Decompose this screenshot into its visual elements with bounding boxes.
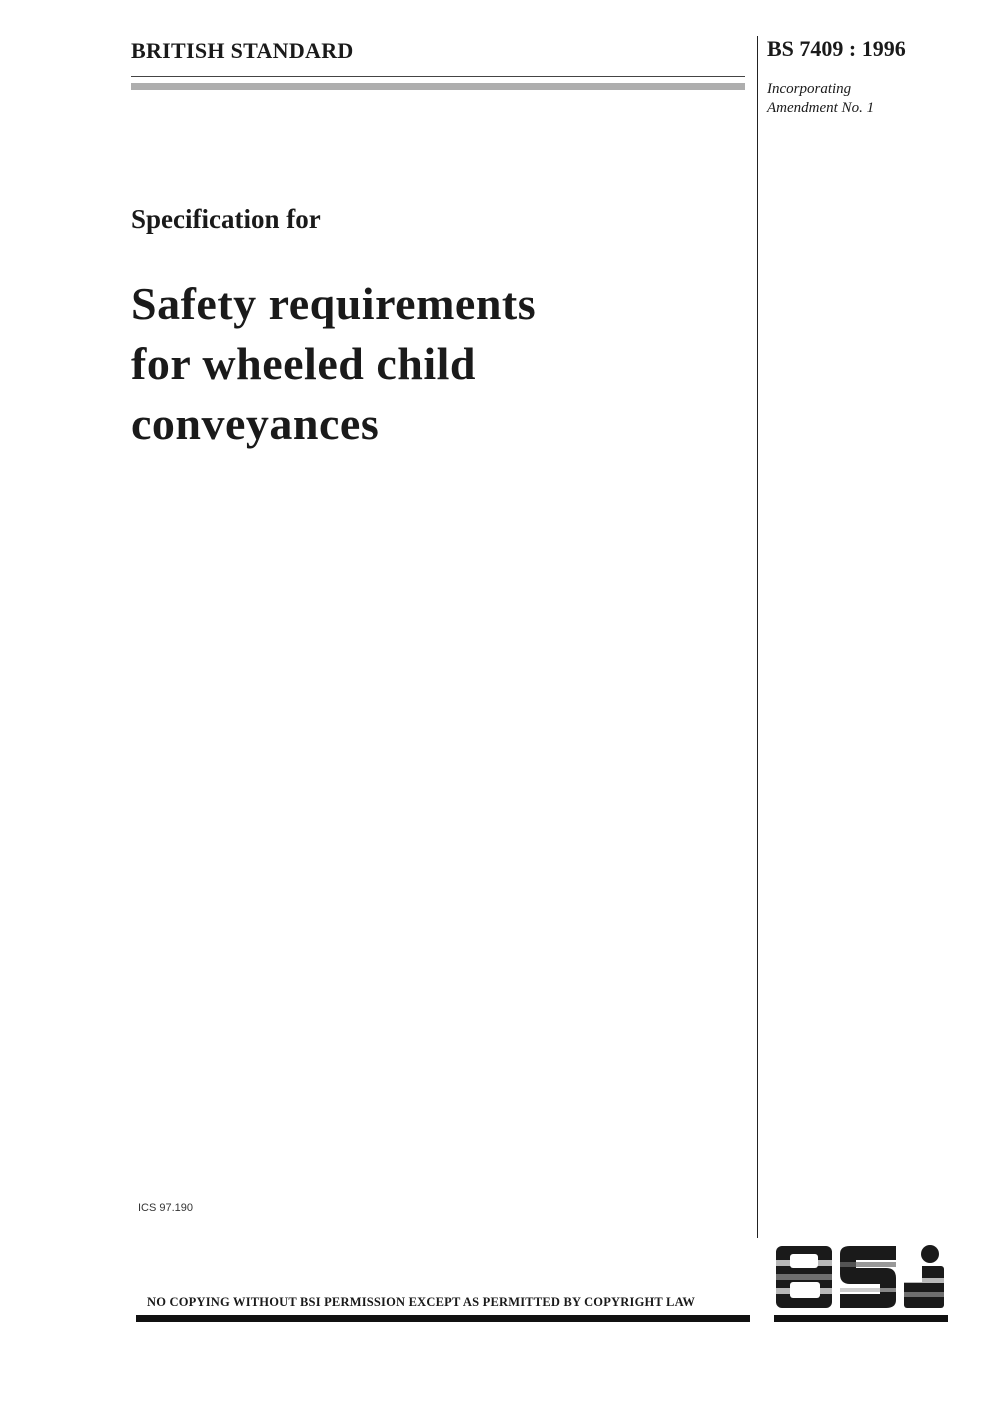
bsi-logo bbox=[774, 1244, 948, 1310]
logo-letter-i bbox=[904, 1245, 944, 1308]
main-title bbox=[131, 274, 731, 454]
amendment-line-1: Incorporating bbox=[767, 81, 852, 97]
logo-letter-s bbox=[840, 1246, 896, 1308]
footer-bar-right bbox=[774, 1315, 948, 1322]
series-title: BRITISH STANDARD bbox=[131, 38, 354, 63]
ics-code: ICS 97.190 bbox=[138, 1202, 194, 1214]
main-title-line-3: conveyances bbox=[131, 398, 380, 449]
vertical-divider bbox=[757, 36, 758, 1238]
title-prefix: Specification for bbox=[131, 204, 321, 234]
header-rule bbox=[131, 76, 745, 77]
copyright-notice: NO COPYING WITHOUT BSI PERMISSION EXCEPT AS PERMITTED BY COPYRIGHT LAW bbox=[147, 1295, 696, 1309]
footer-bar-left bbox=[136, 1315, 750, 1322]
header-grey-bar bbox=[131, 83, 745, 90]
main-title-line-1: Safety requirements bbox=[131, 278, 537, 329]
document-number: BS 7409 : 1996 bbox=[767, 36, 906, 61]
amendment-line-2: Amendment No. 1 bbox=[767, 100, 875, 116]
logo-letter-b bbox=[776, 1246, 832, 1308]
main-title-line-2: for wheeled child bbox=[131, 338, 476, 389]
amendment-note bbox=[767, 80, 874, 118]
